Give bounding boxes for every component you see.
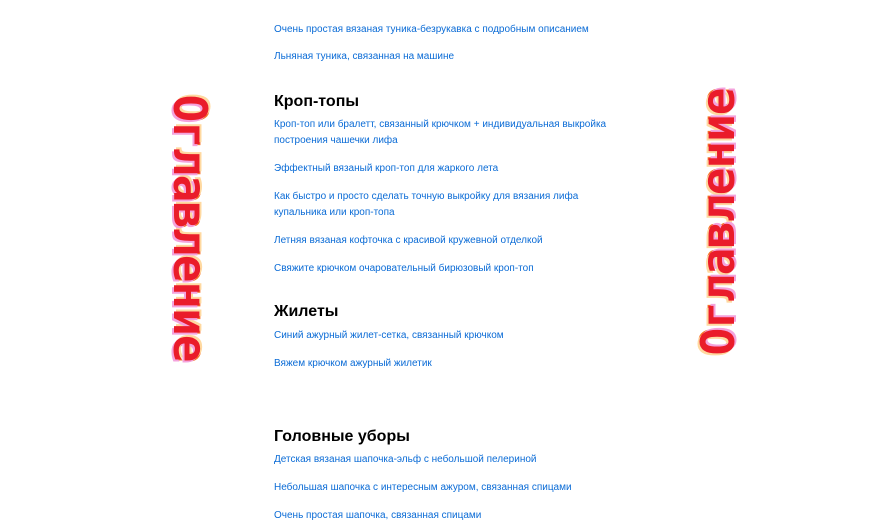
toc-link[interactable]: Кроп-топ или бралетт, связанный крючком + индивидуальная выкройка построения чашечки лифа (274, 119, 607, 146)
toc-link[interactable]: Свяжите крючком очаровательный бирюзовый кроп-топ (274, 263, 534, 274)
toc-link[interactable]: Небольшая шапочка с интересным ажуром, связанная спицами (274, 482, 572, 493)
toc-link[interactable]: Эффектный вязаный кроп-топ для жаркого лета (274, 163, 499, 174)
toc-link[interactable]: Летняя вязаная кофточка с красивой кружевной отделкой (274, 235, 543, 246)
toc-link[interactable]: Детская вязаная шапочка-эльф с небольшой пелериной (274, 454, 537, 465)
section-heading-crop-tops: Кроп-топы (274, 93, 360, 110)
toc-link[interactable]: Вяжем крючком ажурный жилетик (274, 358, 432, 369)
toc-link[interactable]: Очень простая шапочка, связанная спицами (274, 510, 482, 521)
section-heading-hats: Головные уборы (274, 428, 410, 445)
toc-vertical-title-left: Оглавление (163, 94, 217, 362)
toc-vertical-title-right: Оглавление (691, 88, 745, 356)
toc-link[interactable]: Льняная туника, связанная на машине (274, 51, 455, 62)
section-heading-vests: Жилеты (274, 303, 339, 320)
toc-link[interactable]: Очень простая вязаная туника-безрукавка с подробным описанием (274, 24, 589, 35)
toc-link[interactable]: Как быстро и просто сделать точную выкройку для вязания лифа купальника или кроп-топа (274, 191, 579, 218)
toc-link[interactable]: Синий ажурный жилет-сетка, связанный крючком (274, 330, 504, 341)
